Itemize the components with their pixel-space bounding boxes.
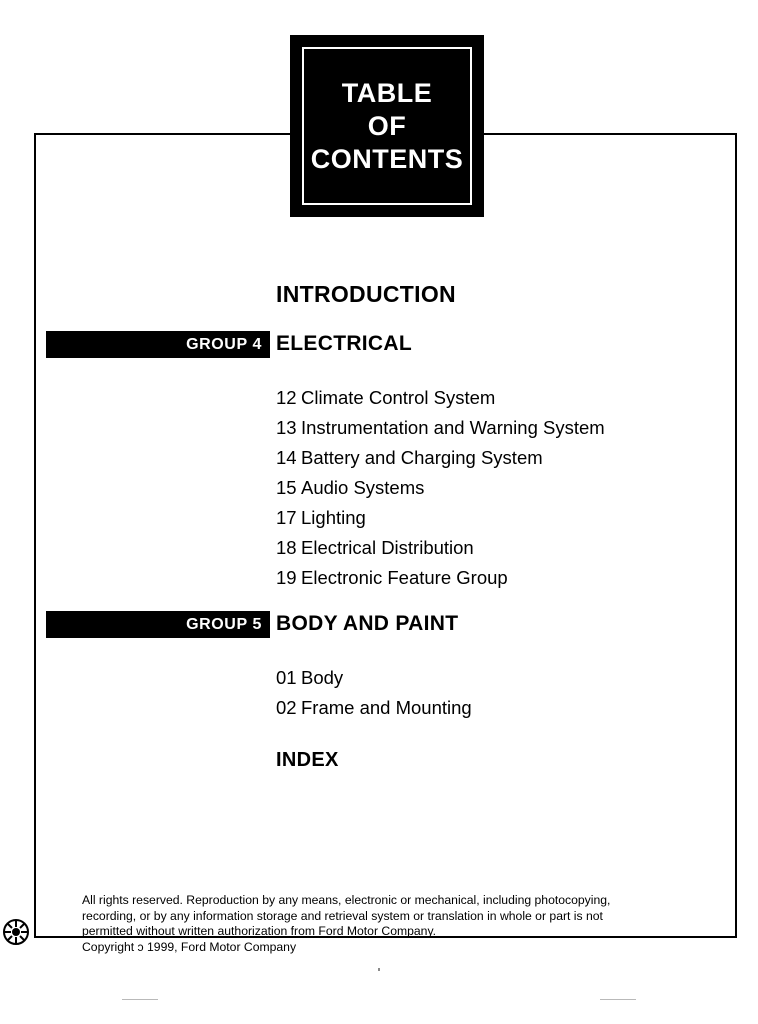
toc-entry[interactable] bbox=[34, 533, 737, 563]
badge-line-3: CONTENTS bbox=[310, 143, 464, 174]
entry-label: Audio Systems bbox=[301, 477, 425, 498]
toc-entry[interactable] bbox=[34, 383, 737, 413]
footer-line-1: All rights reserved. Reproduction by any means, electronic or mechanical, including photocopying, bbox=[82, 893, 611, 907]
entry-label: Lighting bbox=[301, 507, 366, 528]
group-tab-4: GROUP 4 bbox=[46, 331, 270, 358]
group-tab-5: GROUP 5 bbox=[46, 611, 270, 638]
toc-entry[interactable] bbox=[34, 503, 737, 533]
badge-line-1: TABLE bbox=[341, 77, 433, 108]
footer-line-2: recording, or by any information storage and retrieval system or translation in whole or part is not bbox=[82, 908, 603, 923]
toc-entry[interactable] bbox=[34, 693, 737, 723]
entry-number: 19 bbox=[276, 567, 297, 588]
toc-entry[interactable] bbox=[34, 563, 737, 593]
spacer bbox=[34, 723, 737, 749]
toc-entry[interactable] bbox=[34, 413, 737, 443]
entry-label: Electrical Distribution bbox=[301, 537, 474, 558]
section-introduction[interactable] bbox=[34, 275, 737, 313]
toc-entry[interactable] bbox=[34, 663, 737, 693]
entry-number: 15 bbox=[276, 477, 297, 498]
entry-number: 17 bbox=[276, 507, 297, 528]
entry-label: Instrumentation and Warning System bbox=[301, 417, 605, 438]
entry-label: Battery and Charging System bbox=[301, 447, 543, 468]
spacer bbox=[34, 593, 737, 605]
section-title-index[interactable]: INDEX bbox=[276, 749, 339, 771]
section-group-4[interactable] bbox=[34, 325, 737, 363]
ford-emblem-icon bbox=[2, 918, 30, 946]
entry-label: Frame and Mounting bbox=[301, 697, 472, 718]
section-title-introduction: INTRODUCTION bbox=[276, 280, 456, 307]
toc-entry[interactable] bbox=[34, 473, 737, 503]
entry-number: 18 bbox=[276, 537, 297, 558]
spacer bbox=[34, 313, 737, 325]
entry-number: 02 bbox=[276, 697, 297, 718]
table-of-contents-badge bbox=[290, 35, 484, 217]
footer-line-4: Copyright ɔ 1999, Ford Motor Company bbox=[82, 939, 297, 954]
section-title-body-and-paint: BODY AND PAINT bbox=[276, 612, 459, 635]
entry-label: Climate Control System bbox=[301, 387, 496, 408]
toc-entry[interactable] bbox=[34, 443, 737, 473]
section-title-electrical: ELECTRICAL bbox=[276, 332, 412, 355]
footer-line-3: permitted without written authorization from Ford Motor Company. bbox=[82, 924, 437, 938]
section-group-5[interactable] bbox=[34, 605, 737, 643]
spacer bbox=[34, 363, 737, 383]
entry-number: 14 bbox=[276, 447, 297, 468]
spacer bbox=[34, 643, 737, 663]
entry-number: 12 bbox=[276, 387, 297, 408]
badge-inner-frame bbox=[302, 47, 472, 205]
entry-label: Body bbox=[301, 667, 344, 688]
toc-content bbox=[34, 275, 737, 772]
entry-label: Electronic Feature Group bbox=[301, 567, 508, 588]
registration-mark bbox=[378, 968, 380, 971]
badge-line-2: OF bbox=[367, 110, 407, 141]
registration-mark bbox=[122, 999, 158, 1000]
entry-number: 01 bbox=[276, 667, 297, 688]
entry-number: 13 bbox=[276, 417, 297, 438]
copyright-notice bbox=[82, 893, 692, 955]
registration-mark bbox=[600, 999, 636, 1000]
